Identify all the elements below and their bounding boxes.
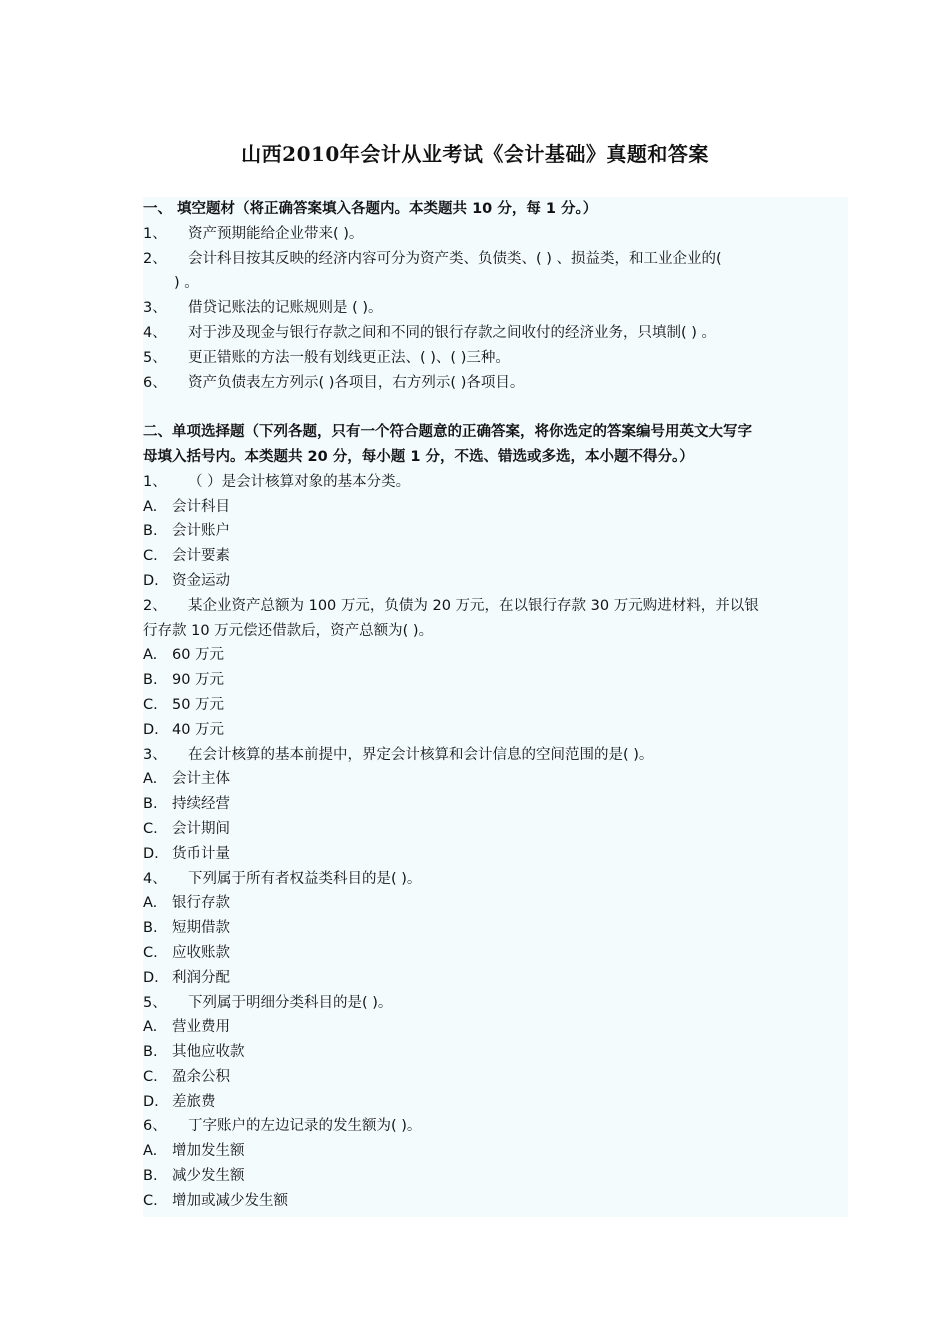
option	[143, 966, 848, 991]
option-text: 会计账户	[172, 523, 230, 540]
fill-question	[143, 321, 848, 346]
question-number: 2、	[143, 250, 167, 267]
question-text: 会计科目按其反映的经济内容可分为资产类、负债类、( ) 、损益类，和工业企业的(	[188, 250, 722, 267]
choice-question	[143, 991, 848, 1016]
option	[143, 519, 848, 544]
option-letter: B.	[143, 796, 158, 813]
option	[143, 718, 848, 743]
option	[143, 767, 848, 792]
option-text: 应收账款	[172, 944, 230, 961]
question-text: 丁字账户的左边记录的发生额为( )。	[188, 1118, 422, 1135]
question-text: 对于涉及现金与银行存款之间和不同的银行存款之间收付的经济业务，只填制( ) 。	[188, 324, 717, 341]
option-letter: C.	[143, 1068, 158, 1085]
question-number: 1、	[143, 225, 167, 242]
question-number: 6、	[143, 374, 167, 391]
option	[143, 495, 848, 520]
option-text: 其他应收款	[172, 1044, 245, 1061]
fill-question	[143, 346, 848, 371]
option-letter: A.	[143, 647, 158, 664]
option-letter: C.	[143, 944, 158, 961]
option	[143, 891, 848, 916]
spacer	[143, 395, 848, 420]
section2-heading-line1: 二、单项选择题（下列各题，只有一个符合题意的正确答案，将你选定的答案编号用英文大写字	[143, 424, 752, 441]
option-text: 盈余公积	[172, 1068, 230, 1085]
option-letter: C.	[143, 820, 158, 837]
section2-heading-line2: 母填入括号内。本类题共 20 分，每小题 1 分，不选、错选或多选，本小题不得分。）	[143, 448, 694, 465]
question-number: 4、	[143, 324, 167, 341]
option-text: 利润分配	[172, 969, 230, 986]
choice-question	[143, 743, 848, 768]
option-text: 会计期间	[172, 820, 230, 837]
option-letter: B.	[143, 672, 158, 689]
option-text: 持续经营	[172, 796, 230, 813]
option-letter: D.	[143, 845, 159, 862]
option-text: 差旅费	[172, 1093, 216, 1110]
option-letter: D.	[143, 1093, 159, 1110]
content-area	[143, 197, 848, 1217]
question-text: （ ）是会计核算对象的基本分类。	[188, 473, 411, 490]
question-text: 某企业资产总额为 100 万元，负债为 20 万元，在以银行存款 30 万元购进材料，并以银	[188, 597, 759, 614]
question-text: 下列属于所有者权益类科目的是( )。	[188, 870, 422, 887]
question-text: 资产预期能给企业带来( )。	[188, 225, 364, 242]
option-letter: A.	[143, 498, 158, 515]
option	[143, 1189, 848, 1214]
option-letter: B.	[143, 1044, 158, 1061]
option-text: 会计主体	[172, 771, 230, 788]
option-text: 银行存款	[172, 895, 230, 912]
option-text: 短期借款	[172, 920, 230, 937]
option-text: 60 万元	[172, 647, 225, 664]
option-text: 减少发生额	[172, 1168, 245, 1185]
option	[143, 817, 848, 842]
option-text: 营业费用	[172, 1019, 230, 1036]
option	[143, 643, 848, 668]
document-title: 山西2010年会计从业考试《会计基础》真题和答案	[241, 142, 709, 166]
option	[143, 1090, 848, 1115]
option-letter: B.	[143, 920, 158, 937]
option	[143, 1139, 848, 1164]
question-number: 3、	[143, 746, 167, 763]
question-text: 下列属于明细分类科目的是( )。	[188, 994, 393, 1011]
option-letter: D.	[143, 721, 159, 738]
option-text: 会计要素	[172, 548, 230, 565]
option-letter: B.	[143, 523, 158, 540]
choice-question-cont: 行存款 10 万元偿还借款后，资产总额为( )。	[143, 622, 434, 639]
choice-question	[143, 867, 848, 892]
question-text: 在会计核算的基本前提中，界定会计核算和会计信息的空间范围的是( )。	[188, 746, 654, 763]
question-text: 借贷记账法的记账规则是 ( )。	[188, 300, 383, 317]
question-text: 更正错账的方法一般有划线更正法、( )、( )三种。	[188, 349, 510, 366]
option	[143, 544, 848, 569]
question-number: 5、	[143, 349, 167, 366]
question-number: 6、	[143, 1118, 167, 1135]
fill-question	[143, 247, 848, 272]
option-letter: C.	[143, 1192, 158, 1209]
option	[143, 1015, 848, 1040]
fill-question	[143, 222, 848, 247]
option	[143, 1065, 848, 1090]
question-number: 5、	[143, 994, 167, 1011]
question-text: 资产负债表左方列示( )各项目，右方列示( )各项目。	[188, 374, 525, 391]
question-number: 1、	[143, 473, 167, 490]
option	[143, 916, 848, 941]
option	[143, 1040, 848, 1065]
option-letter: A.	[143, 1019, 158, 1036]
question-number: 2、	[143, 597, 167, 614]
section1-heading: 一、 填空题材（将正确答案填入各题内。本类题共 10 分，每 1 分。）	[143, 201, 598, 217]
option-letter: A.	[143, 771, 158, 788]
option	[143, 569, 848, 594]
option-letter: C.	[143, 548, 158, 565]
choice-question	[143, 470, 848, 495]
fill-question	[143, 371, 848, 396]
option-letter: D.	[143, 572, 159, 589]
fill-question	[143, 296, 848, 321]
question-number: 4、	[143, 870, 167, 887]
option	[143, 668, 848, 693]
option-letter: A.	[143, 895, 158, 912]
option-text: 40 万元	[172, 721, 225, 738]
option-letter: B.	[143, 1168, 158, 1185]
option-letter: C.	[143, 696, 158, 713]
option-text: 会计科目	[172, 498, 230, 515]
option	[143, 941, 848, 966]
option-text: 增加或减少发生额	[172, 1192, 288, 1209]
question-text: ) 。	[174, 275, 199, 292]
choice-question	[143, 594, 848, 619]
option-text: 资金运动	[172, 572, 230, 589]
option	[143, 1164, 848, 1189]
option-text: 增加发生额	[172, 1143, 245, 1160]
option-text: 50 万元	[172, 696, 225, 713]
option	[143, 842, 848, 867]
option	[143, 693, 848, 718]
option-text: 货币计量	[172, 845, 230, 862]
option	[143, 792, 848, 817]
question-number: 3、	[143, 300, 167, 317]
fill-question-cont	[143, 271, 848, 296]
choice-question	[143, 1114, 848, 1139]
option-text: 90 万元	[172, 672, 225, 689]
option-letter: A.	[143, 1143, 158, 1160]
option-letter: D.	[143, 969, 159, 986]
